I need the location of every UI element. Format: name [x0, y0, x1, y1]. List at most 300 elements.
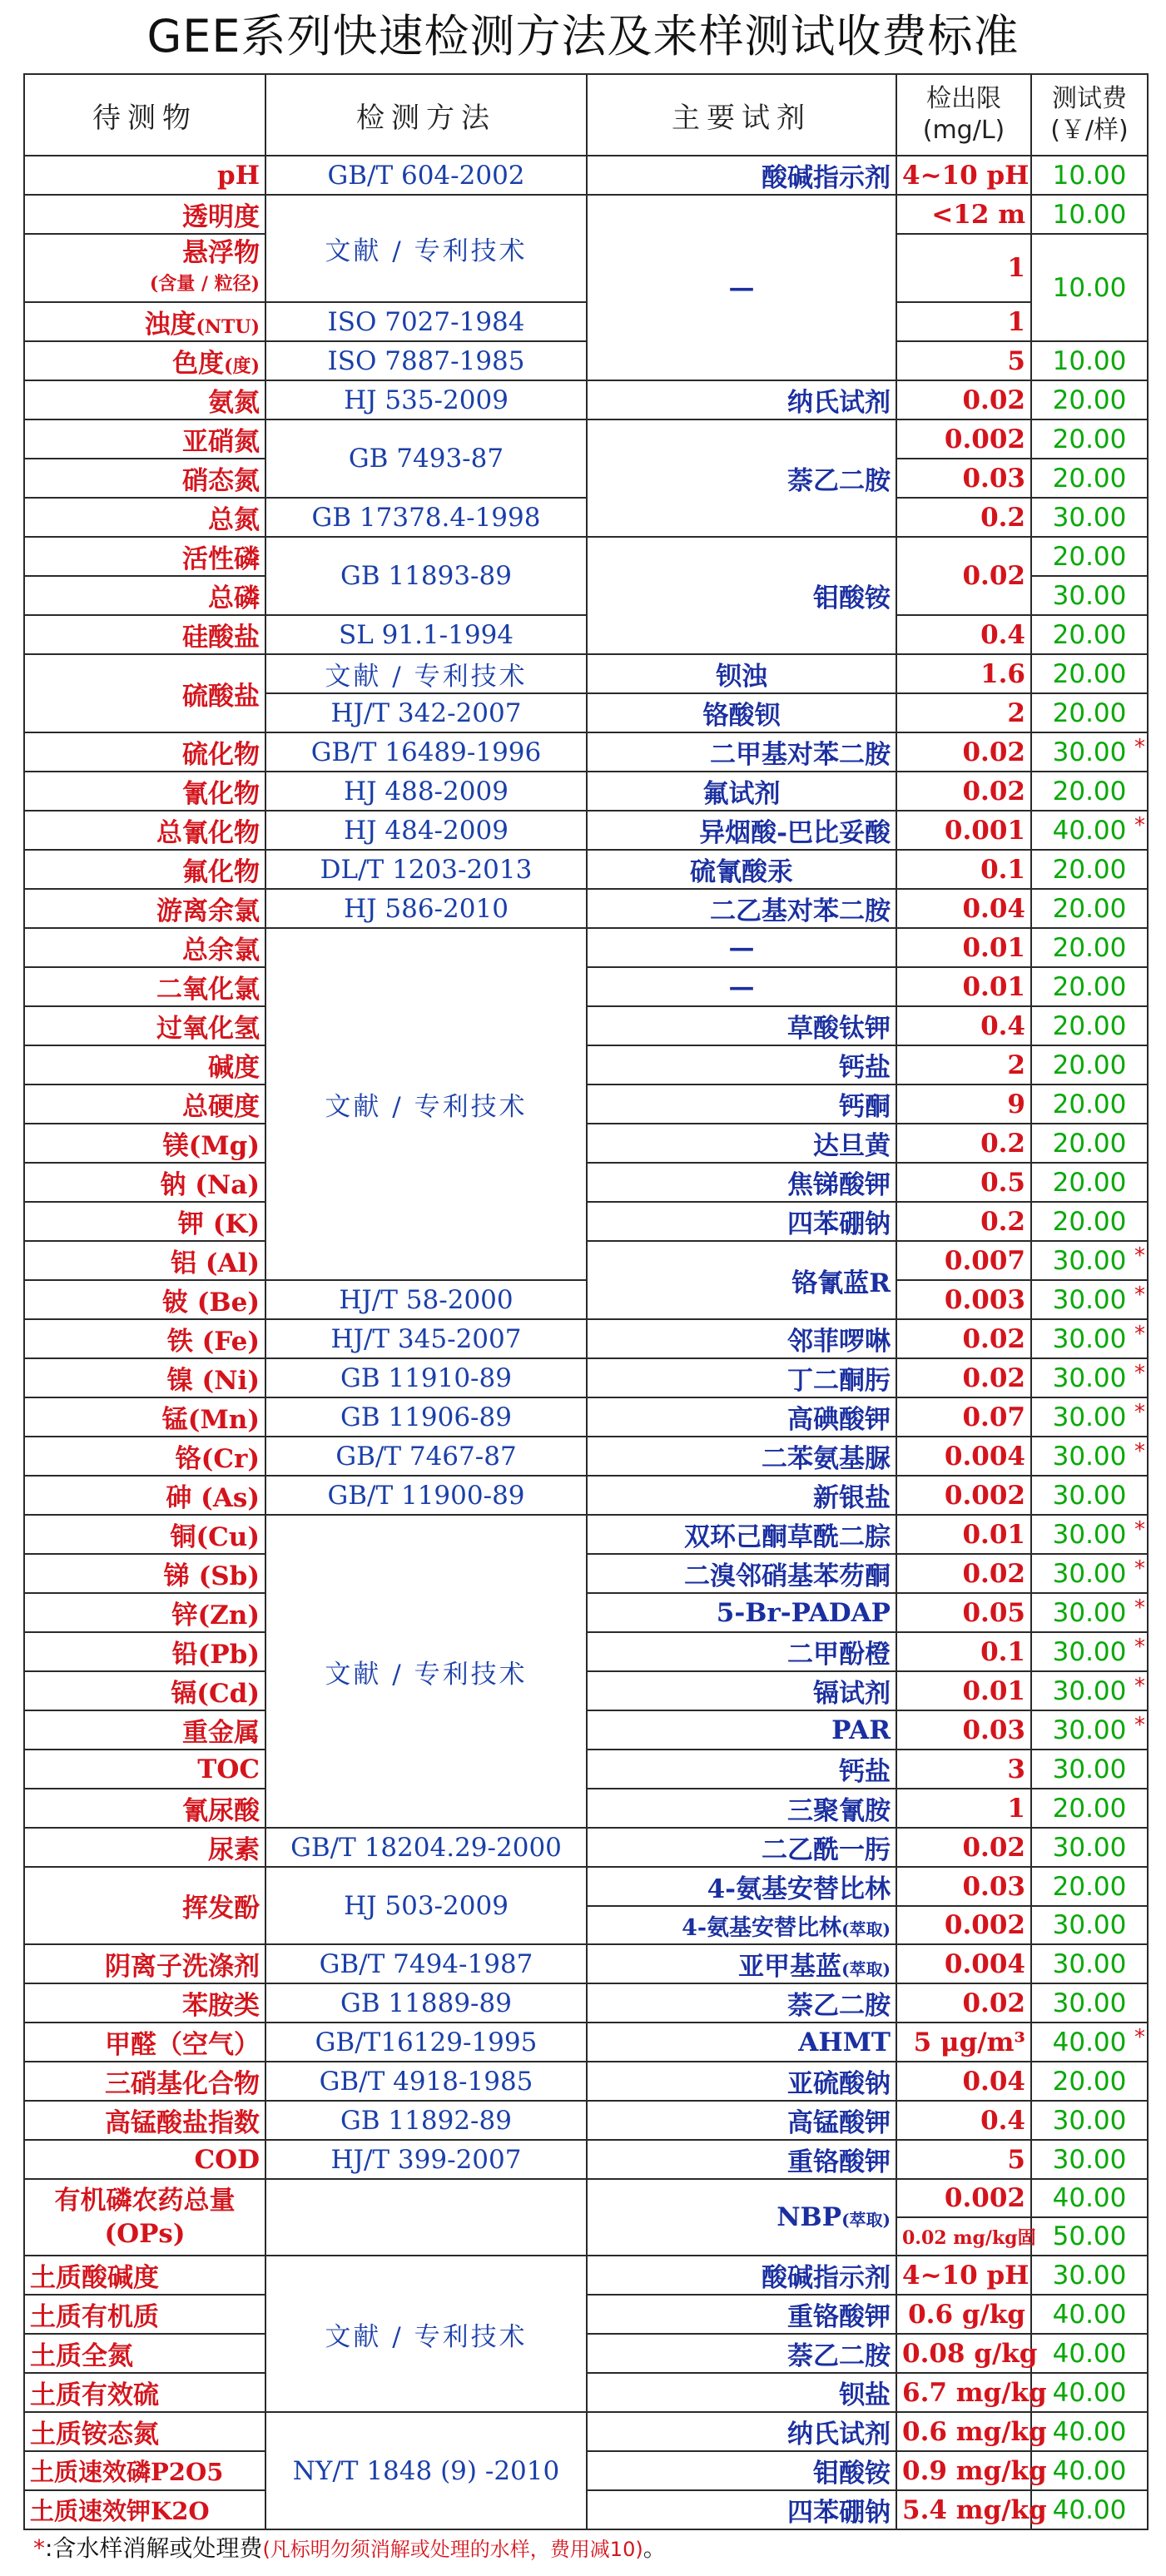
header-row: [24, 74, 1148, 156]
header-fee-label: 测试费: [1052, 84, 1127, 113]
fee: [1031, 1397, 1148, 1437]
fee-value: 40.00: [1052, 2299, 1127, 2330]
reagent: 新银盐: [587, 1476, 896, 1515]
limit: 0.001: [896, 811, 1031, 850]
table-row: [24, 2023, 1148, 2062]
analyte: 二氧化氯: [24, 967, 265, 1006]
method: GB/T 604-2002: [265, 156, 587, 195]
limit: 1: [896, 234, 1031, 302]
table-row: [24, 1319, 1148, 1358]
fee-value: 30.00: [1052, 1948, 1127, 1979]
header-fee: [1031, 74, 1148, 156]
surcharge-mark: *: [1134, 1713, 1145, 1738]
analyte: 活性磷: [24, 537, 265, 576]
footnote-end: 。: [643, 2534, 667, 2562]
method: 文献 / 专利技术: [265, 928, 587, 1280]
method: HJ 535-2009: [265, 380, 587, 419]
fee-value: 10.00: [1052, 272, 1127, 303]
fee-value: 30.00: [1052, 1323, 1127, 1354]
fee: [1031, 693, 1148, 732]
fee-value: 20.00: [1052, 1010, 1127, 1041]
reagent: 三聚氰胺: [587, 1789, 896, 1828]
method: GB/T 7494-1987: [265, 1944, 587, 1983]
reagent: 重铬酸钾: [587, 2140, 896, 2179]
analyte: 高锰酸盐指数: [24, 2101, 265, 2140]
reagent: 氟试剂: [587, 772, 896, 811]
reagent: 四苯硼钠: [587, 2490, 896, 2529]
header-fee-unit: (￥/样): [1050, 116, 1129, 145]
limit: 0.2: [896, 498, 1031, 537]
fee-value: 40.00: [1052, 2377, 1127, 2408]
reagent: 达旦黄: [587, 1124, 896, 1163]
analyte: 锌(Zn): [24, 1593, 265, 1632]
analyte: [24, 2179, 265, 2256]
analyte: 尿素: [24, 1828, 265, 1867]
fee-value: 30.00: [1052, 1910, 1127, 1940]
fee: [1031, 1006, 1148, 1045]
limit: 0.2: [896, 1202, 1031, 1241]
analyte-sub: (含量 / 粒径): [149, 272, 260, 295]
analyte: 土质速效钾K2O: [24, 2490, 265, 2529]
fee-value: 30.00: [1052, 580, 1127, 611]
fee: [1031, 811, 1148, 850]
reagent: 双环己酮草酰二腙: [587, 1515, 896, 1554]
fee-value: 30.00: [1052, 1284, 1127, 1315]
table-row: [24, 1983, 1148, 2023]
fee-value: 20.00: [1052, 1128, 1127, 1159]
reagent: PAR: [587, 1710, 896, 1750]
surcharge-mark: *: [1134, 1400, 1145, 1425]
analyte: 重金属: [24, 1710, 265, 1750]
table-row: [24, 2179, 1148, 2217]
header-method: 检测方法: [265, 74, 587, 156]
fee: [1031, 156, 1148, 195]
method: HJ 586-2010: [265, 889, 587, 928]
fee: [1031, 654, 1148, 693]
fee-value: 30.00: [1052, 1402, 1127, 1432]
fee: [1031, 1045, 1148, 1085]
table-row: [24, 654, 1148, 693]
limit: 0.03: [896, 1867, 1031, 1906]
table-row: [24, 1476, 1148, 1515]
fee-value: 30.00: [1052, 1519, 1127, 1550]
limit: 0.02: [896, 1358, 1031, 1397]
limit: 0.07: [896, 1397, 1031, 1437]
analyte: 苯胺类: [24, 1983, 265, 2023]
method: HJ/T 58-2000: [265, 1280, 587, 1319]
limit: 0.02: [896, 1983, 1031, 2023]
reagent: 二乙酰一肟: [587, 1828, 896, 1867]
reagent: 重铬酸钾: [587, 2295, 896, 2334]
analyte: 透明度: [24, 195, 265, 234]
analyte: pH: [24, 156, 265, 195]
table-row: [24, 1437, 1148, 1476]
fee-value: 40.00: [1052, 2338, 1127, 2369]
fee-value: 40.00: [1052, 2416, 1127, 2447]
analyte: 铝 (Al): [24, 1241, 265, 1280]
fee-value: 40.00: [1052, 2494, 1127, 2525]
reagent: 亚硫酸钠: [587, 2062, 896, 2101]
fee-value: 30.00: [1052, 1480, 1127, 1511]
surcharge-mark: *: [1134, 1596, 1145, 1621]
analyte: 过氧化氢: [24, 1006, 265, 1045]
fee-value: 20.00: [1052, 932, 1127, 963]
method: HJ 488-2009: [265, 772, 587, 811]
header-name: 待测物: [24, 74, 265, 156]
table-row: [24, 1828, 1148, 1867]
fee-value: 30.00: [1052, 1636, 1127, 1667]
fee-value: 30.00: [1052, 1754, 1127, 1784]
reagent: 4-氨基安替比林: [587, 1867, 896, 1906]
method: 文献 / 专利技术: [265, 2256, 587, 2412]
fee: [1031, 1593, 1148, 1632]
fee-value: 30.00: [1052, 2260, 1127, 2291]
analyte: 氟化物: [24, 850, 265, 889]
fee-table: [23, 73, 1149, 2530]
analyte: 土质铵态氮: [24, 2412, 265, 2451]
limit: 5.4 mg/kg: [896, 2490, 1031, 2529]
fee: [1031, 2217, 1148, 2256]
reagent: 焦锑酸钾: [587, 1163, 896, 1202]
surcharge-mark: *: [1134, 1283, 1145, 1308]
method: HJ/T 399-2007: [265, 2140, 587, 2179]
fee: [1031, 537, 1148, 576]
limit: 0.02: [896, 380, 1031, 419]
reagent: 萘乙二胺: [587, 1983, 896, 2023]
analyte: 土质全氮: [24, 2334, 265, 2373]
surcharge-mark: *: [1134, 1361, 1145, 1386]
method: GB/T 18204.29-2000: [265, 1828, 587, 1867]
fee: [1031, 1437, 1148, 1476]
table-row: [24, 1867, 1148, 1906]
reagent: 镉试剂: [587, 1671, 896, 1710]
limit: 0.02: [896, 537, 1031, 615]
reagent: 二甲酚橙: [587, 1632, 896, 1671]
reagent: 酸碱指示剂: [587, 2256, 896, 2295]
surcharge-mark: *: [1134, 1439, 1145, 1464]
analyte: 挥发酚: [24, 1867, 265, 1944]
reagent: 草酸钛钾: [587, 1006, 896, 1045]
fee: [1031, 928, 1148, 967]
fee: [1031, 1983, 1148, 2023]
analyte: 三硝基化合物: [24, 2062, 265, 2101]
method: GB 11906-89: [265, 1397, 587, 1437]
reagent: [587, 2179, 896, 2256]
analyte: 亚硝氮: [24, 419, 265, 459]
analyte: 总磷: [24, 576, 265, 615]
reagent-main: 亚甲基蓝: [738, 1952, 842, 1982]
limit: 0.08 g/kg: [896, 2334, 1031, 2373]
fee-value: 30.00: [1052, 502, 1127, 533]
fee: [1031, 889, 1148, 928]
fee-value: 30.00: [1052, 2105, 1127, 2136]
limit: 0.02 mg/kg固: [896, 2217, 1031, 2256]
limit: 0.002: [896, 2179, 1031, 2217]
reagent-note: (萃取): [841, 2210, 891, 2230]
reagent: [587, 1906, 896, 1944]
fee-value: 20.00: [1052, 1167, 1127, 1198]
method: 文献 / 专利技术: [265, 654, 587, 693]
reagent-main: 4-氨基安替比林: [682, 1914, 842, 1941]
method: HJ/T 342-2007: [265, 693, 587, 732]
fee-value: 20.00: [1052, 697, 1127, 728]
fee-value: 50.00: [1052, 2221, 1127, 2251]
method: ISO 7027-1984: [265, 302, 587, 341]
reagent: 钙盐: [587, 1750, 896, 1789]
fee: [1031, 1789, 1148, 1828]
table-row: [24, 732, 1148, 772]
method: GB 11893-89: [265, 537, 587, 615]
method: GB/T16129-1995: [265, 2023, 587, 2062]
analyte-main: 浊度: [144, 310, 196, 340]
fee: [1031, 2140, 1148, 2179]
reagent: 5-Br-PADAP: [587, 1593, 896, 1632]
fee-value: 30.00: [1052, 1988, 1127, 2018]
fee-value: 20.00: [1052, 424, 1127, 454]
fee: [1031, 2023, 1148, 2062]
fee: [1031, 234, 1148, 341]
surcharge-mark: *: [1134, 1243, 1145, 1268]
fee-value: 30.00: [1052, 1441, 1127, 1472]
reagent: 纳氏试剂: [587, 380, 896, 419]
surcharge-mark: *: [1134, 1322, 1145, 1347]
reagent: 钡浊: [587, 654, 896, 693]
fee: [1031, 1241, 1148, 1280]
analyte: 甲醛（空气）: [24, 2023, 265, 2062]
method: GB/T 7467-87: [265, 1437, 587, 1476]
analyte: 硝态氮: [24, 459, 265, 498]
limit: 0.01: [896, 1515, 1031, 1554]
analyte: 硫化物: [24, 732, 265, 772]
reagent: 硫氰酸汞: [587, 850, 896, 889]
limit: 0.004: [896, 1437, 1031, 1476]
surcharge-mark: *: [1134, 1635, 1145, 1660]
method: SL 91.1-1994: [265, 615, 587, 654]
fee-value: 10.00: [1052, 199, 1127, 230]
reagent: 高锰酸钾: [587, 2101, 896, 2140]
method: [265, 2179, 587, 2256]
limit: 0.004: [896, 1944, 1031, 1983]
reagent: 高碘酸钾: [587, 1397, 896, 1437]
reagent: 丁二酮肟: [587, 1358, 896, 1397]
surcharge-mark: *: [1134, 1517, 1145, 1542]
analyte-main: 色度: [172, 349, 225, 379]
method: ISO 7887-1985: [265, 341, 587, 380]
fee-value: 30.00: [1052, 1558, 1127, 1589]
analyte: [24, 302, 265, 341]
fee: [1031, 2490, 1148, 2529]
analyte: 游离余氯: [24, 889, 265, 928]
fee-value: 20.00: [1052, 541, 1127, 572]
analyte: 铜(Cu): [24, 1515, 265, 1554]
limit: 0.02: [896, 1554, 1031, 1593]
fee-value: 40.00: [1052, 2183, 1127, 2213]
table-row: [24, 498, 1148, 537]
fee: [1031, 1280, 1148, 1319]
limit: 0.03: [896, 459, 1031, 498]
fee: [1031, 772, 1148, 811]
fee-value: 10.00: [1052, 345, 1127, 376]
analyte: 氰化物: [24, 772, 265, 811]
fee: [1031, 1319, 1148, 1358]
table-row: [24, 615, 1148, 654]
limit: 0.02: [896, 1828, 1031, 1867]
footnote-text: :含水样消解或处理费: [45, 2534, 263, 2562]
analyte-sub: (OPs): [104, 2219, 186, 2249]
surcharge-mark: *: [1134, 813, 1145, 838]
limit: 9: [896, 1085, 1031, 1124]
limit: 0.01: [896, 1671, 1031, 1710]
fee: [1031, 380, 1148, 419]
analyte: 钾 (K): [24, 1202, 265, 1241]
analyte: 硫酸盐: [24, 654, 265, 732]
reagent: —: [587, 967, 896, 1006]
fee: [1031, 967, 1148, 1006]
fee-value: 30.00: [1052, 737, 1127, 767]
analyte: 阴离子洗涤剂: [24, 1944, 265, 1983]
fee: [1031, 1828, 1148, 1867]
fee: [1031, 1202, 1148, 1241]
table-row: [24, 772, 1148, 811]
limit: 0.05: [896, 1593, 1031, 1632]
analyte: 铅(Pb): [24, 1632, 265, 1671]
limit: 0.002: [896, 419, 1031, 459]
limit: 0.1: [896, 1632, 1031, 1671]
method: HJ 484-2009: [265, 811, 587, 850]
surcharge-mark: *: [1134, 735, 1145, 760]
analyte: 碱度: [24, 1045, 265, 1085]
limit: 5: [896, 341, 1031, 380]
limit: 2: [896, 693, 1031, 732]
reagent: 钙盐: [587, 1045, 896, 1085]
fee-value: 20.00: [1052, 1089, 1127, 1119]
reagent: 钼酸铵: [587, 537, 896, 654]
fee: [1031, 1476, 1148, 1515]
analyte: 砷 (As): [24, 1476, 265, 1515]
table-row: [24, 156, 1148, 195]
fee-value: 30.00: [1052, 2144, 1127, 2175]
analyte: 镉(Cd): [24, 1671, 265, 1710]
analyte-sub: (度): [224, 355, 260, 377]
fee: [1031, 341, 1148, 380]
fee: [1031, 1750, 1148, 1789]
limit: 0.04: [896, 889, 1031, 928]
reagent: [587, 1944, 896, 1983]
table-row: [24, 341, 1148, 380]
reagent: —: [587, 928, 896, 967]
analyte: 总硬度: [24, 1085, 265, 1124]
fee-value: 20.00: [1052, 463, 1127, 494]
reagent: 二乙基对苯二胺: [587, 889, 896, 928]
fee-value: 20.00: [1052, 385, 1127, 415]
footnote-star: *: [33, 2534, 45, 2562]
limit: 0.02: [896, 772, 1031, 811]
header-limit: [896, 74, 1031, 156]
surcharge-mark: *: [1134, 1674, 1145, 1699]
limit: 0.4: [896, 1006, 1031, 1045]
fee: [1031, 1515, 1148, 1554]
limit: 4~10 pH: [896, 156, 1031, 195]
fee: [1031, 1944, 1148, 1983]
table-row: [24, 1944, 1148, 1983]
fee: [1031, 1671, 1148, 1710]
table-row: [24, 2062, 1148, 2101]
analyte: COD: [24, 2140, 265, 2179]
fee: [1031, 850, 1148, 889]
method: GB 7493-87: [265, 419, 587, 498]
table-row: [24, 380, 1148, 419]
table-row: [24, 1397, 1148, 1437]
limit: 0.02: [896, 732, 1031, 772]
limit: 1: [896, 1789, 1031, 1828]
table-row: [24, 2101, 1148, 2140]
fee-value: 20.00: [1052, 776, 1127, 807]
fee: [1031, 1632, 1148, 1671]
fee-value: 10.00: [1052, 160, 1127, 191]
reagent: 纳氏试剂: [587, 2412, 896, 2451]
analyte: 总氮: [24, 498, 265, 537]
fee: [1031, 732, 1148, 772]
page-title: GEE系列快速检测方法及来样测试收费标准: [146, 10, 1020, 62]
fee: [1031, 1163, 1148, 1202]
analyte: 土质有机质: [24, 2295, 265, 2334]
analyte: [24, 341, 265, 380]
fee: [1031, 1358, 1148, 1397]
reagent: —: [587, 195, 896, 380]
table-row: [24, 811, 1148, 850]
method: GB/T 4918-1985: [265, 2062, 587, 2101]
limit: <12 m: [896, 195, 1031, 234]
analyte: 硅酸盐: [24, 615, 265, 654]
limit: 3: [896, 1750, 1031, 1789]
reagent-main: NBP: [777, 2202, 842, 2232]
fee: [1031, 2062, 1148, 2101]
fee-value: 20.00: [1052, 619, 1127, 650]
reagent: 异烟酸-巴比妥酸: [587, 811, 896, 850]
method: NY/T 1848 (9) -2010: [265, 2412, 587, 2529]
fee-value: 20.00: [1052, 893, 1127, 924]
analyte: 镁(Mg): [24, 1124, 265, 1163]
method: GB/T 16489-1996: [265, 732, 587, 772]
limit: 0.1: [896, 850, 1031, 889]
limit: 1: [896, 302, 1031, 341]
analyte: 锑 (Sb): [24, 1554, 265, 1593]
limit: 0.4: [896, 615, 1031, 654]
limit: 0.9 mg/kg: [896, 2451, 1031, 2490]
table-row: [24, 928, 1148, 967]
table-row: [24, 2412, 1148, 2451]
limit: 2: [896, 1045, 1031, 1085]
fee: [1031, 498, 1148, 537]
reagent: 钡盐: [587, 2373, 896, 2412]
fee: [1031, 2412, 1148, 2451]
reagent: 铬氰蓝R: [587, 1241, 896, 1319]
fee: [1031, 2295, 1148, 2334]
fee: [1031, 1867, 1148, 1906]
method: GB 11910-89: [265, 1358, 587, 1397]
limit: 0.5: [896, 1163, 1031, 1202]
table-row: [24, 1280, 1148, 1319]
reagent: 铬酸钡: [587, 693, 896, 732]
analyte: [24, 234, 265, 302]
fee-value: 20.00: [1052, 1050, 1127, 1080]
limit: 0.03: [896, 1710, 1031, 1750]
fee-value: 20.00: [1052, 971, 1127, 1002]
method: GB 17378.4-1998: [265, 498, 587, 537]
method: 文献 / 专利技术: [265, 195, 587, 302]
reagent: 二溴邻硝基苯芴酮: [587, 1554, 896, 1593]
fee: [1031, 459, 1148, 498]
